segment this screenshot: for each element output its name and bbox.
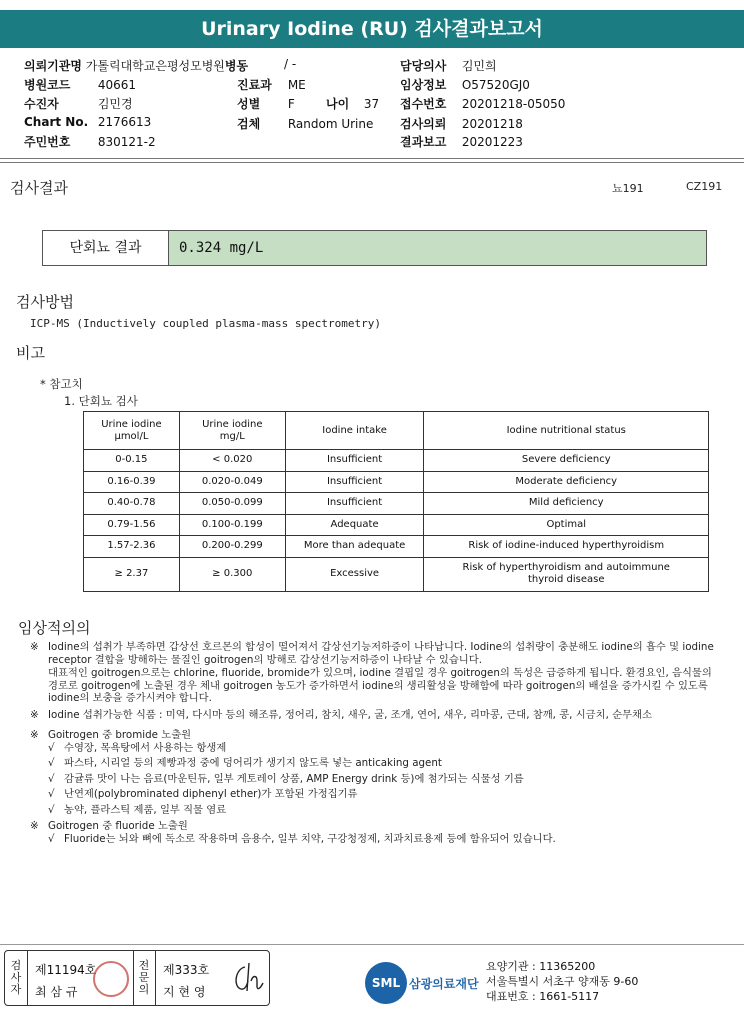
footer-divider <box>0 944 744 945</box>
reference-mark-icon: ※ <box>30 729 39 741</box>
signature-divider <box>155 951 156 1005</box>
institution-label: 의뢰기관명 <box>24 59 82 73</box>
cell-umol: 0.16-0.39 <box>84 471 180 493</box>
cell-umol: 0.40-0.78 <box>84 493 180 515</box>
cell-intake: Excessive <box>285 557 424 591</box>
list-item-text: 농약, 플라스틱 제품, 일부 직물 염료 <box>64 803 227 816</box>
tester-seal-icon <box>93 961 129 997</box>
ward-value: / - <box>284 57 297 71</box>
doctor-value: 김민희 <box>461 59 497 73</box>
fluoride-section <box>30 820 720 845</box>
header-divider-bottom <box>0 162 744 163</box>
department-value: ME <box>287 78 306 92</box>
clinical-info-value: O57520GJ0 <box>461 78 530 92</box>
cell-umol: 0-0.15 <box>84 450 180 472</box>
request-date-label: 검사의뢰 <box>400 117 447 131</box>
institution-field <box>24 57 248 74</box>
list-item <box>48 804 720 817</box>
significance-para-2: 대표적인 goitrogen으로는 chlorine, fluoride, bromide가 있으며, iodine 결핍일 경우 goitrogen의 독성은 급증하게 됩니다. 환경요인, 음식물의 경로로 goitrogen에 노출된 경우 체내 goitrogen 농도가 증가하면서 iodine의 생리활성을 방해함에 따라 goitrogen의 배설을 증가시킬 수 있도록 iodine의 보충을 증가시켜야 합니다. <box>48 667 712 704</box>
chart-no-field <box>24 115 151 129</box>
cell-status: Optimal <box>424 514 709 536</box>
fluoride-title: Goitrogen 중 fluoride 노출원 <box>48 820 188 832</box>
care-institution-no: 요양기관 : 11365200 <box>486 960 596 973</box>
report-date-value: 20201223 <box>461 135 523 149</box>
cell-status-line2: thyroid disease <box>528 574 605 585</box>
list-item-text: Fluoride는 뇌와 뼈에 독소로 작용하며 음용수, 일부 치약, 구강청정제, 치과치료용제 등에 함유되어 있습니다. <box>64 832 556 845</box>
header-mg <box>179 412 285 450</box>
significance-para-3: Iodine 섭취가능한 식품 : 미역, 다시마 등의 해조류, 정어리, 참치, 새우, 굴, 조개, 연어, 새우, 리마콩, 근대, 참깨, 콩, 시금치, 순무채소 <box>48 708 652 721</box>
method-title: 검사방법 <box>16 293 74 311</box>
cell-status: Mild deficiency <box>424 493 709 515</box>
doctor-label: 담당의사 <box>400 59 447 73</box>
cell-status <box>424 557 709 591</box>
cell-status-line1: Risk of hyperthyroidism and autoimmune <box>462 562 670 573</box>
cell-mg: ≥ 0.300 <box>179 557 285 591</box>
specimen-label: 검체 <box>237 117 261 131</box>
cell-mg: 0.050-0.099 <box>179 493 285 515</box>
phone-number: 대표번호 : 1661-5117 <box>486 990 600 1003</box>
signature-box <box>4 950 270 1006</box>
table-row <box>84 514 709 536</box>
check-icon: √ <box>48 832 55 845</box>
cell-umol: ≥ 2.37 <box>84 557 180 591</box>
specimen-value: Random Urine <box>287 117 374 131</box>
request-date-field <box>400 115 523 132</box>
result-label: 단회뇨 결과 <box>43 231 169 265</box>
test-code-1: 뇨191 <box>612 182 644 195</box>
sex-field <box>237 95 295 112</box>
doctor-field <box>400 57 497 74</box>
clinical-info-field <box>400 76 530 93</box>
tester-char-1: 검 <box>10 959 22 972</box>
bromide-title: Goitrogen 중 bromide 노출원 <box>48 729 192 741</box>
reference-subtitle: 1. 단회뇨 검사 <box>64 394 138 408</box>
doctor-license-no: 제333호 <box>163 963 210 977</box>
significance-item-1 <box>30 641 720 705</box>
list-item-text: 감귤류 맛이 나는 음료(마운틴듀, 일부 게토레이 상품, AMP Energy drink 등)에 첨가되는 식물성 기름 <box>64 772 524 785</box>
receipt-no-label: 접수번호 <box>400 97 447 111</box>
list-item <box>48 833 720 846</box>
patient-field <box>24 95 133 112</box>
signature-divider <box>133 951 134 1005</box>
header-mg-line1: Urine iodine <box>202 418 263 430</box>
sex-value: F <box>287 97 295 111</box>
check-icon: √ <box>48 741 55 754</box>
tester-name: 최 삼 규 <box>35 985 78 999</box>
age-field <box>326 95 379 112</box>
doctor-char-1: 전 <box>138 959 150 972</box>
check-icon: √ <box>48 757 55 769</box>
cell-mg: < 0.020 <box>179 450 285 472</box>
department-field <box>237 76 306 93</box>
check-icon: √ <box>48 803 55 816</box>
cell-intake: Adequate <box>285 514 424 536</box>
cell-status: Severe deficiency <box>424 450 709 472</box>
table-row <box>84 471 709 493</box>
doctor-vertical-label <box>137 960 151 996</box>
reference-table-header <box>84 412 709 450</box>
resident-no-field <box>24 133 156 150</box>
cell-status: Moderate deficiency <box>424 471 709 493</box>
sex-label: 성별 <box>237 97 261 111</box>
check-icon: √ <box>48 772 55 785</box>
receipt-no-value: 20201218-05050 <box>461 97 566 111</box>
patient-label: 수진자 <box>24 97 59 111</box>
table-row <box>84 450 709 472</box>
significance-item-2 <box>30 709 720 722</box>
department-label: 진료과 <box>237 78 272 92</box>
age-value: 37 <box>363 97 380 111</box>
sml-logo-icon: SML <box>365 962 407 1004</box>
header-intake: Iodine intake <box>285 412 424 450</box>
report-date-label: 결과보고 <box>400 135 447 149</box>
reference-title: * 참고치 <box>40 377 83 391</box>
receipt-no-field <box>400 95 565 112</box>
reference-table <box>83 411 709 592</box>
check-icon: √ <box>48 788 55 800</box>
foundation-name: 삼광의료재단 <box>409 977 479 991</box>
results-title: 검사결과 <box>10 179 68 197</box>
significance-para-1: Iodine의 섭취가 부족하면 갑상선 호르몬의 합성이 떨어져서 갑상선기능저하증이 나타납니다. Iodine의 섭취량이 충분해도 iodine의 흡수 및 iodine receptor 결합을 방해하는 물질인 goitrogen의 방해로 갑상선기능저하증이 나타날 수 있습니다. <box>48 641 714 666</box>
list-item-text: 난연제(polybrominated diphenyl ether)가 포함된 가정집기류 <box>64 788 358 800</box>
address: 서울특별시 서초구 양재동 9-60 <box>486 975 639 988</box>
table-row <box>84 557 709 591</box>
list-item-text: 파스타, 시리얼 등의 제빵과정 중에 덩어리가 생기지 않도록 넣는 anticaking agent <box>64 757 442 769</box>
tester-char-2: 사 <box>10 971 22 984</box>
tester-license-no: 제11194호 <box>35 963 97 977</box>
hospital-code-field <box>24 76 136 93</box>
tester-char-3: 자 <box>10 983 22 996</box>
handwritten-signature-icon <box>227 957 267 997</box>
resident-no-value: 830121-2 <box>97 135 156 149</box>
doctor-char-3: 의 <box>138 983 150 996</box>
doctor-name: 지 현 영 <box>163 985 206 999</box>
request-date-value: 20201218 <box>461 117 523 131</box>
cell-intake: Insufficient <box>285 493 424 515</box>
cell-umol: 1.57-2.36 <box>84 536 180 558</box>
chart-no-value: 2176613 <box>97 115 152 129</box>
resident-no-label: 주민번호 <box>24 135 71 149</box>
list-item <box>48 788 720 801</box>
reference-mark-icon: ※ <box>30 820 39 832</box>
cell-mg: 0.020-0.049 <box>179 471 285 493</box>
table-row <box>84 493 709 515</box>
method-text: ICP-MS (Inductively coupled plasma-mass spectrometry) <box>30 317 381 330</box>
patient-value: 김민경 <box>97 97 133 111</box>
header-mg-line2: mg/L <box>219 430 245 442</box>
cell-intake: Insufficient <box>285 450 424 472</box>
cell-status: Risk of iodine-induced hyperthyroidism <box>424 536 709 558</box>
hospital-code-label: 병원코드 <box>24 78 71 92</box>
table-row <box>84 536 709 558</box>
result-value: 0.324 mg/L <box>169 231 706 265</box>
clinical-info-label: 임상정보 <box>400 78 447 92</box>
cell-mg: 0.100-0.199 <box>179 514 285 536</box>
doctor-char-2: 문 <box>138 971 150 984</box>
cell-umol: 0.79-1.56 <box>84 514 180 536</box>
institution-value: 가톨릭대학교은평성모병원 <box>85 59 225 73</box>
reference-mark-icon: ※ <box>30 641 39 653</box>
bromide-section <box>30 729 720 816</box>
age-label: 나이 <box>326 97 350 111</box>
header-divider-top <box>0 158 744 159</box>
specimen-field <box>237 115 373 132</box>
header-umol <box>84 412 180 450</box>
report-title: Urinary Iodine (RU) 검사결과보고서 <box>0 10 744 48</box>
header-umol-line2: μmol/L <box>114 430 149 442</box>
list-item-text: 수영장, 목욕탕에서 사용하는 항생제 <box>64 741 227 754</box>
header-umol-line1: Urine iodine <box>101 418 162 430</box>
signature-divider <box>27 951 28 1005</box>
report-date-field <box>400 133 523 150</box>
significance-body <box>30 641 720 845</box>
cell-mg: 0.200-0.299 <box>179 536 285 558</box>
list-item <box>48 773 720 786</box>
reference-mark-icon: ※ <box>30 708 39 721</box>
tester-vertical-label <box>9 960 23 996</box>
header-status: Iodine nutritional status <box>424 412 709 450</box>
cell-intake: Insufficient <box>285 471 424 493</box>
test-code-2: CZ191 <box>686 180 723 193</box>
remarks-title: 비고 <box>16 344 45 362</box>
ward-label: 병동 <box>224 59 249 73</box>
list-item <box>48 757 720 770</box>
hospital-code-value: 40661 <box>97 78 137 92</box>
list-item <box>48 742 720 755</box>
result-box <box>42 230 707 266</box>
significance-title: 임상적의의 <box>18 619 91 637</box>
chart-no-label: Chart No. <box>24 115 89 129</box>
cell-intake: More than adequate <box>285 536 424 558</box>
